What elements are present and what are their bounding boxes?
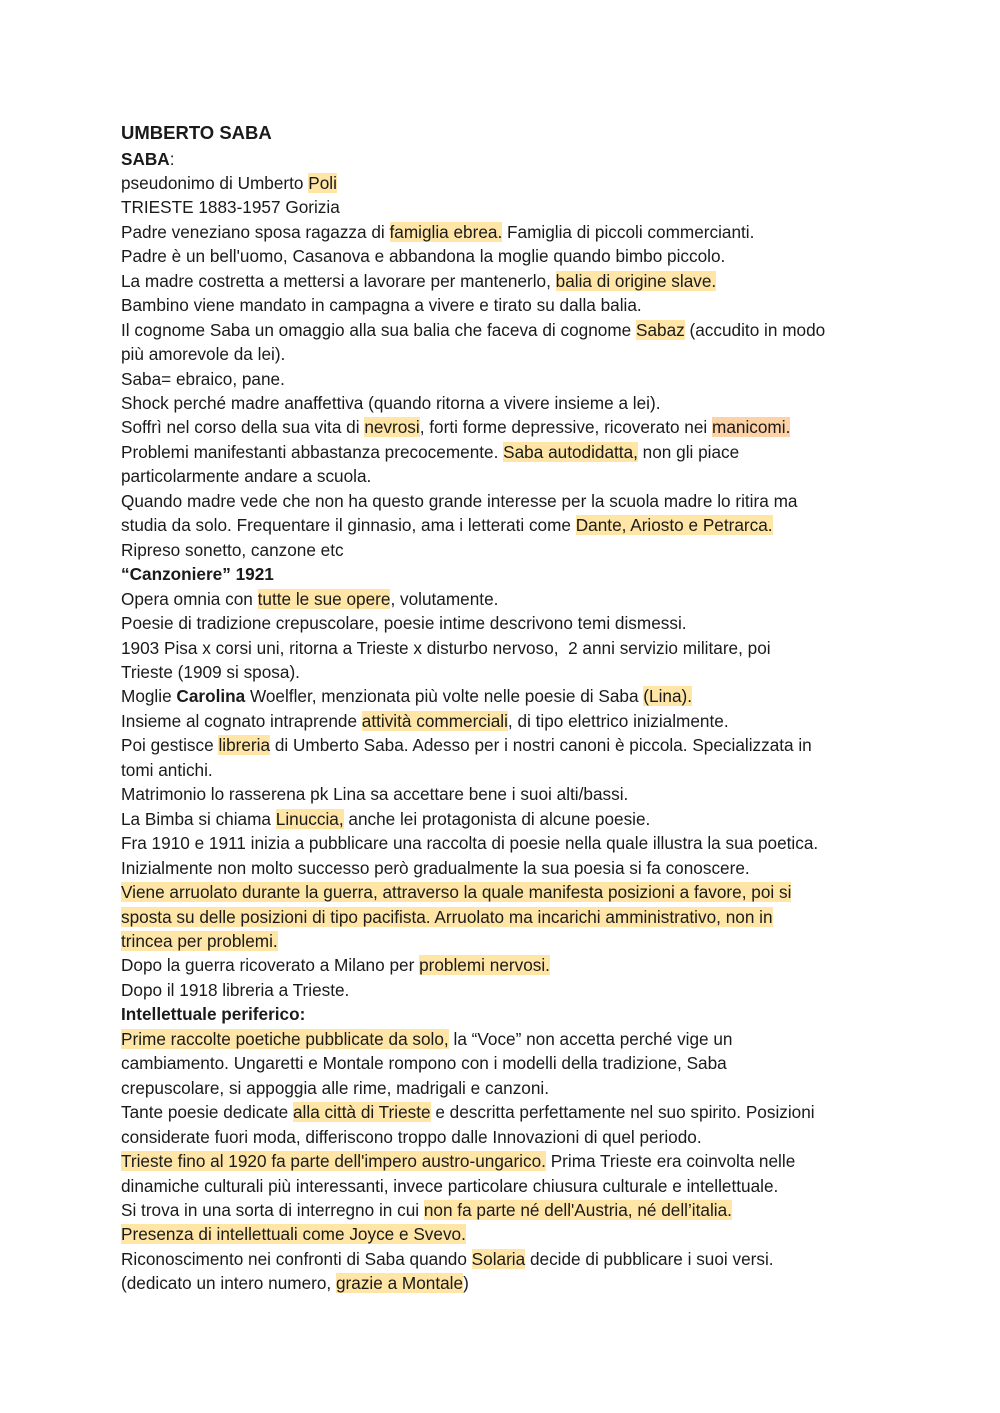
text-line [121, 342, 891, 366]
text-segment: Insieme al cognato intraprende [121, 710, 362, 731]
text-segment: Inizialmente non molto successo però gradualmente la sua poesia si fa conoscere. [121, 857, 750, 878]
text-segment: crepuscolare, si appoggia alle rime, madrigali e canzoni. [121, 1077, 550, 1098]
bold-text: Intellettuale periferico: [121, 1004, 306, 1025]
text-segment: e descritta perfettamente nel suo spirito. Posizioni [430, 1102, 815, 1123]
text-segment: dinamiche culturali più interessanti, invece particolare chiusura culturale e intellettuale. [121, 1175, 779, 1196]
text-segment: Padre è un bell'uomo, Casanova e abbandona la moglie quando bimbo piccolo. [121, 246, 726, 267]
text-line [121, 782, 891, 806]
text-line [121, 440, 891, 464]
text-segment: Poesie di tradizione crepuscolare, poesie intime descrivono temi dismessi. [121, 613, 687, 634]
text-line [121, 171, 891, 195]
text-line [121, 978, 891, 1002]
text-segment: Ripreso sonetto, canzone etc [121, 539, 344, 560]
text-line [121, 244, 891, 268]
text-segment: decide di pubblicare i suoi versi. [525, 1248, 774, 1269]
text-line [121, 464, 891, 488]
highlighted-text: sposta su delle posizioni di tipo pacifista. Arruolato ma incarichi amministrativo, non in [121, 906, 773, 927]
text-line [121, 733, 891, 757]
bold-text: SABA [121, 148, 170, 169]
text-line [121, 807, 891, 831]
highlighted-text: trincea per problemi. [121, 931, 278, 951]
text-line [121, 318, 891, 342]
text-segment: Fra 1910 e 1911 inizia a pubblicare una raccolta di poesie nella quale illustra la sua poetica. [121, 833, 819, 854]
text-segment: studia da solo. Frequentare il ginnasio, ama i letterati come [121, 515, 576, 536]
text-line [121, 1149, 891, 1173]
text-segment: non gli piace [637, 441, 740, 462]
text-line [121, 367, 891, 391]
text-segment: Padre veneziano sposa ragazza di [121, 221, 390, 242]
text-segment: pseudonimo di Umberto [121, 172, 309, 193]
text-segment: Tante poesie dedicate [121, 1102, 293, 1123]
text-segment: Woelfler, menzionata più volte nelle poesie di Saba [245, 686, 644, 707]
text-segment: Poi gestisce [121, 735, 219, 756]
text-line [121, 880, 891, 904]
highlighted-text: Trieste fino al 1920 fa parte dell'impero austro-ungarico. [121, 1151, 546, 1172]
highlighted-text: manicomi. [712, 417, 791, 438]
text-segment: (dedicato un intero numero, [121, 1273, 336, 1294]
highlighted-text: alla città di Trieste [293, 1102, 431, 1123]
text-line [121, 1027, 891, 1051]
text-line [121, 220, 891, 244]
text-line [121, 513, 891, 537]
text-segment: Problemi manifestanti abbastanza precocemente. [121, 441, 504, 462]
highlighted-text: Prime raccolte poetiche pubblicate da solo, [121, 1028, 449, 1049]
text-line [121, 1198, 891, 1222]
highlighted-text: attività commerciali [361, 710, 508, 731]
text-segment: considerate fuori moda, differiscono troppo dalle Innovazioni di quel periodo. [121, 1126, 702, 1147]
text-line [121, 489, 891, 513]
text-segment: particolarmente andare a scuola. [121, 466, 372, 487]
highlighted-text: Linuccia, [275, 808, 344, 829]
highlighted-text: Presenza di intellettuali come Joyce e Svevo. [121, 1224, 466, 1245]
text-line [121, 293, 891, 317]
bold-text: Carolina [176, 686, 246, 707]
text-line [121, 636, 891, 660]
text-line [121, 1051, 891, 1075]
text-line [121, 1247, 891, 1271]
text-line [121, 953, 891, 977]
highlighted-text: libreria [218, 735, 271, 756]
highlighted-text: Saba autodidatta, [503, 441, 638, 462]
text-segment: Si trova in una sorta di interregno in cui [121, 1199, 424, 1220]
text-line [121, 587, 891, 611]
text-line [121, 269, 891, 293]
text-segment: cambiamento. Ungaretti e Montale rompono con i modelli della tradizione, Saba [121, 1053, 727, 1074]
highlighted-text: non fa parte né dell'Austria, né dell’italia. [423, 1199, 732, 1220]
text-segment: , di tipo elettrico inizialmente. [507, 710, 729, 731]
page-title: UMBERTO SABA [121, 122, 272, 143]
highlighted-text: tutte le sue opere [257, 588, 391, 609]
text-line [121, 758, 891, 782]
text-segment: Prima Trieste era coinvolta nelle [545, 1151, 796, 1172]
text-line [121, 611, 891, 635]
text-segment: , forti forme depressive, ricoverato nei [419, 417, 713, 438]
highlighted-text: Sabaz [636, 319, 685, 340]
text-segment: La madre costretta a mettersi a lavorare per mantenerlo, [121, 270, 556, 291]
text-line [121, 1100, 891, 1124]
text-segment: Il cognome Saba un omaggio alla sua balia che faceva di cognome [121, 319, 637, 340]
text-segment: Moglie [121, 686, 177, 707]
text-segment: tomi antichi. [121, 759, 213, 780]
document-body [121, 120, 891, 1296]
text-segment: ) [463, 1273, 469, 1294]
text-line [121, 415, 891, 439]
text-line [121, 1174, 891, 1198]
text-segment: Bambino viene mandato in campagna a vivere e tirato su dalla balia. [121, 295, 642, 316]
highlighted-text: (Lina). [643, 686, 693, 707]
text-line [121, 391, 891, 415]
highlighted-text: grazie a Montale [335, 1273, 464, 1294]
text-segment: più amorevole da lei). [121, 344, 286, 365]
text-line [121, 905, 891, 929]
text-line [121, 1125, 891, 1149]
text-segment: Saba= ebraico, pane. [121, 368, 285, 389]
highlighted-text: balia di origine slave. [555, 270, 717, 291]
text-line [121, 1076, 891, 1100]
text-segment: TRIESTE 1883-1957 Gorizia [121, 197, 340, 218]
text-segment: la “Voce” non accetta perché vige un [448, 1028, 733, 1049]
text-segment: Matrimonio lo rasserena pk Lina sa accettare bene i suoi alti/bassi. [121, 784, 629, 805]
text-line [121, 562, 891, 586]
text-segment: Riconoscimento nei confronti di Saba quando [121, 1248, 472, 1269]
text-lines [121, 147, 891, 1296]
text-segment: (accudito in modo [684, 319, 826, 340]
text-segment: Opera omnia con [121, 588, 258, 609]
text-line [121, 538, 891, 562]
highlighted-text: problemi nervosi. [419, 955, 550, 976]
text-segment: Dopo il 1918 libreria a Trieste. [121, 979, 350, 1000]
bold-text: “Canzoniere” 1921 [121, 564, 274, 585]
text-segment: 1903 Pisa x corsi uni, ritorna a Trieste x disturbo nervoso, 2 anni servizio militare, poi [121, 637, 771, 658]
highlighted-text: Dante, Ariosto e Petrarca. [575, 515, 773, 536]
text-line [121, 856, 891, 880]
text-segment: Trieste (1909 si sposa). [121, 662, 300, 683]
text-line [121, 929, 891, 953]
text-segment: , volutamente. [390, 588, 499, 609]
text-line [121, 1222, 891, 1246]
text-line [121, 709, 891, 733]
text-segment: La Bimba si chiama [121, 808, 276, 829]
text-line [121, 684, 891, 708]
text-line [121, 195, 891, 219]
highlighted-text: Viene arruolato durante la guerra, attraverso la quale manifesta posizioni a favore, poi si [121, 882, 792, 903]
text-segment: Dopo la guerra ricoverato a Milano per [121, 955, 420, 976]
highlighted-text: Poli [308, 172, 337, 193]
text-segment: anche lei protagonista di alcune poesie. [343, 808, 651, 829]
text-segment: Famiglia di piccoli commercianti. [502, 221, 755, 242]
text-line [121, 660, 891, 684]
highlighted-text: Solaria [471, 1248, 526, 1269]
text-line [121, 147, 891, 171]
text-segment: : [169, 148, 175, 169]
text-segment: Shock perché madre anaffettiva (quando ritorna a vivere insieme a lei). [121, 393, 661, 414]
text-segment: Soffrì nel corso della sua vita di [121, 417, 365, 438]
highlighted-text: famiglia ebrea. [389, 221, 503, 242]
text-line [121, 1002, 891, 1026]
text-line [121, 831, 891, 855]
text-segment: di Umberto Saba. Adesso per i nostri canoni è piccola. Specializzata in [270, 735, 812, 756]
text-segment: Quando madre vede che non ha questo grande interesse per la scuola madre lo ritira ma [121, 490, 798, 511]
text-line [121, 1271, 891, 1295]
highlighted-text: nevrosi [364, 417, 420, 438]
